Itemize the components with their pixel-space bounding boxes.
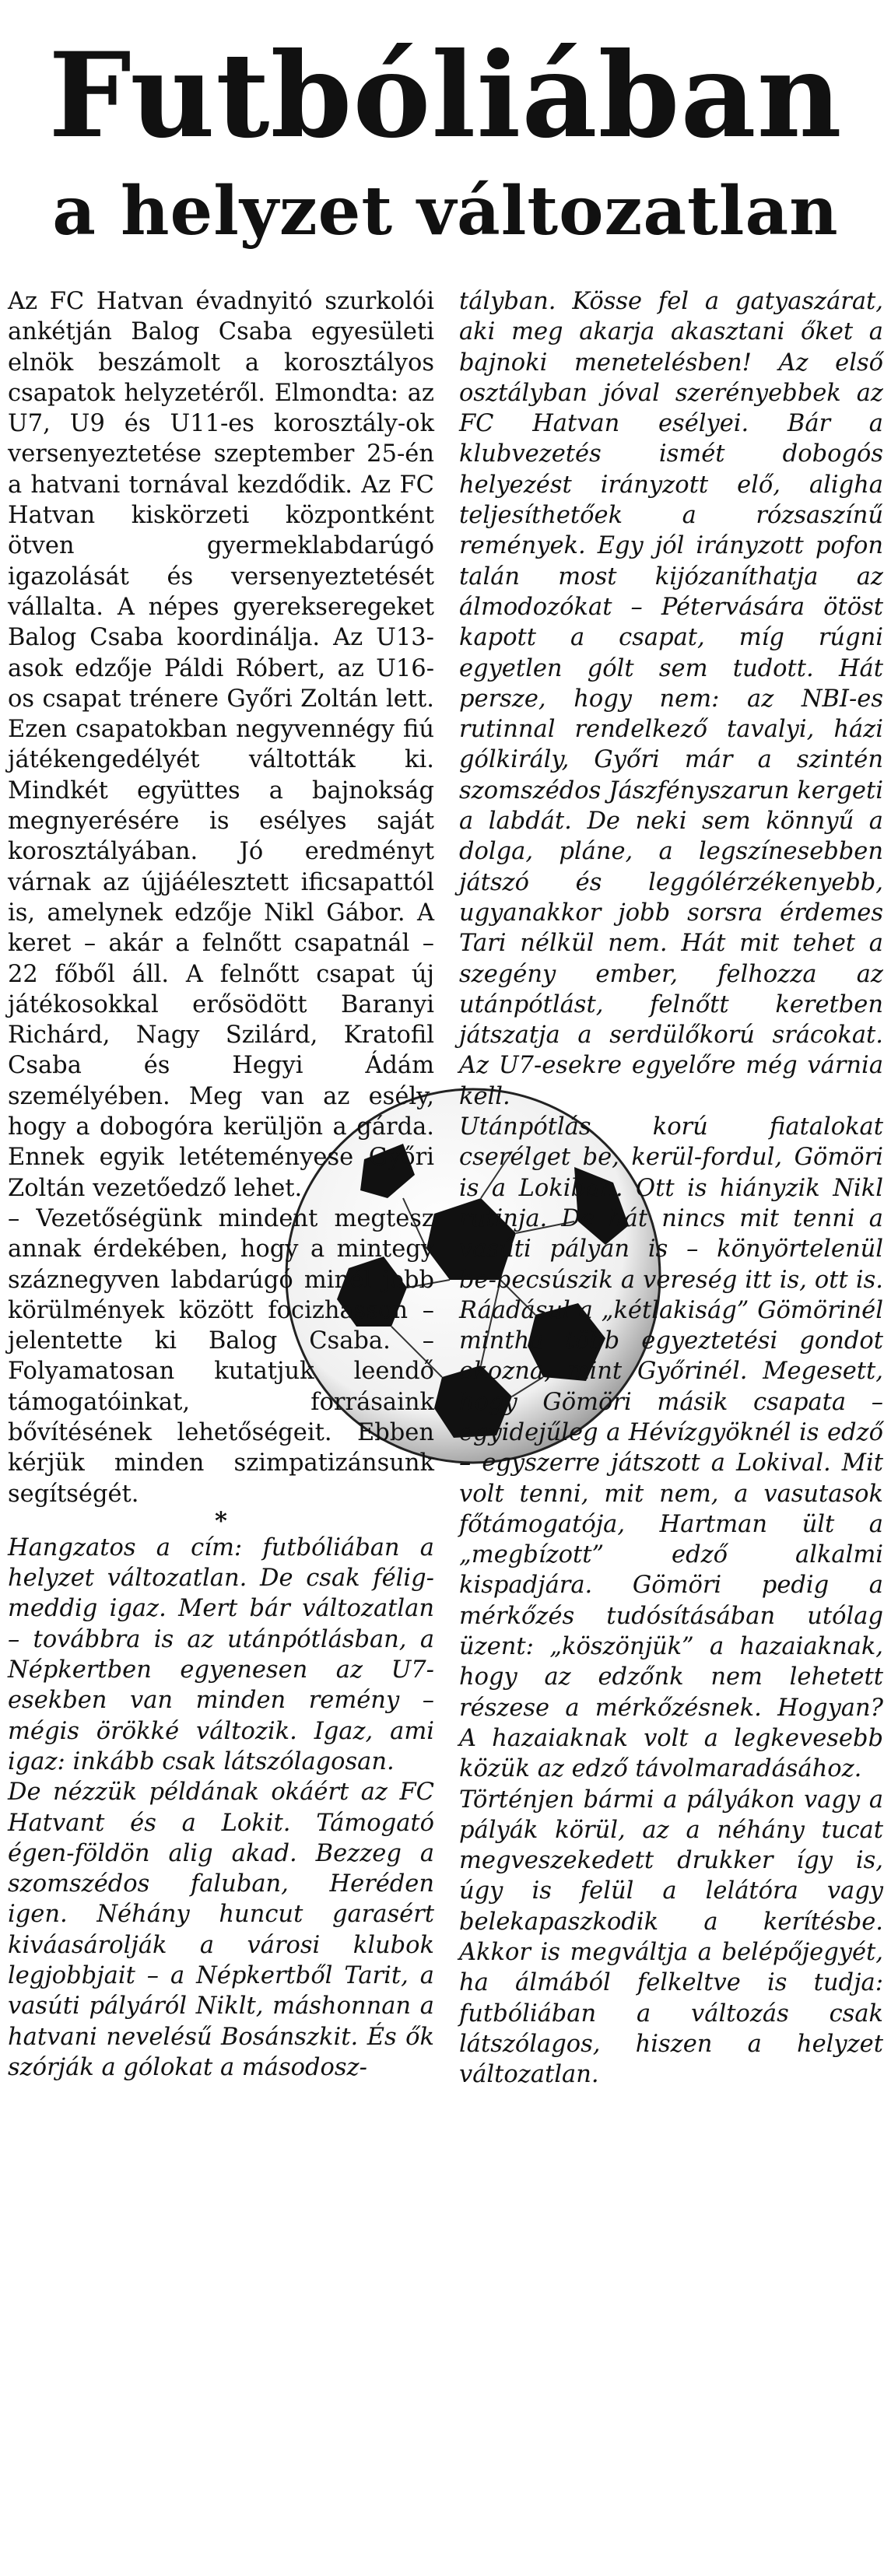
article-paragraph: tályban. Kösse fel a gatyaszárat, aki meg akarja akasztani őket a bajnoki menetelésben! Az első osztályban jóval szerényebbek az FC Hatvan esélyei. Bár a klubvezetés ismét dobogós helyezést irányzott elő, aligha teljesíthetőek a rózsaszínű remények. Egy jól irányzott pofon talán most kijózaníthatja az álmodozókat – Pétervására ötöst kapott a csapat, míg rúgni egyetlen gólt sem tudott. Hát persze, hogy nem: az NBI-es rutinnal rendelkező tavalyi, házi gólkirály, Győri már a szintén szomszédos Jászfényszarun kergeti a labdát. De neki sem könnyű a dolga, pláne, a legszínesebben játszó és leggólérzékenyebb, ugyanakkor jobb sorsra érdemes Tari nélkül nem. Hát mit tehet a szegény ember, felhozza az utánpótlást, felnőtt keretben játszatja a serdülőkorú srácokat. Az U7-esekre egyelőre még várnia kell. bbox=[459, 288, 883, 1110]
section-separator: * bbox=[215, 1506, 227, 1535]
headline-main: Futbóliában bbox=[48, 27, 843, 164]
right-column bbox=[459, 286, 883, 2091]
article-paragraph: Történjen bármi a pályákon vagy a pályák körül, az a néhány tucat megveszekedett drukker így is, úgy is felül a lelátóra vagy belekapaszkodik a kerítésbe. Akkor is megváltja a belépőjegyét, ha álmából felkeltve is tudja: futbóliában a változás csak látszólagos, hiszen a helyzet változatlan. bbox=[459, 1786, 883, 2089]
headline-sub: a helyzet változatlan bbox=[52, 172, 839, 251]
left-column bbox=[8, 286, 434, 2083]
article-paragraph: Az FC Hatvan évadnyitó szurkolói ankétján Balog Csaba egyesületi elnök beszámolt a korosztályos csapatok helyzetéről. Elmondta: az U7, U9 és U11-es korosztály-ok versenyeztetése szeptember 25-én a hatvani tornával kezdődik. Az FC Hatvan kiskörzeti központként ötven gyermeklabdarúgó igazolását és versenyeztetését vállalta. A népes gyerekseregeket Balog Csaba koordinálja. Az U13-asok edzője Páldi Róbert, az U16-os csapat trénere Győri Zoltán lett. Ezen csapatokban negyvennégy fiú játékengedélyét váltották ki. Mindkét együttes a bajnokság megnyerésére is esélyes saját korosztályában. Jó eredményt várnak az újjáélesztett ificsapattól is, amelynek edzője Nikl Gábor. A keret – akár a felnőtt csapatnál – 22 főből áll. A felnőtt csapat új játékosokkal erősödött Baranyi Richárd, Nagy Szilárd, Kratofil Csaba és Hegyi Ádám személyében. Meg van az esély, hogy a dobogóra kerüljön a gárda. Ennek egyik letéteményese Győri Zoltán vezetőedző lehet. bbox=[8, 288, 434, 1202]
article-paragraph: Utánpótlás korú fiatalokat cserélget be, kerül-fordul, Gömöri is a Lokiban. Ott is hiányzik Nikl rutinja. De hát nincs mit tenni a vasúti pályán is – könyörtelenül be-becsúszik a vereség itt is, ott is. Ráadásul a „kétlakiság” Gömörinél mintha több egyeztetési gondot okozna, mint Győrinél. Megesett, hogy Gömöri másik csapata – egyidejűleg a Hévízgyöknél is edző – egyszerre játszott a Lokival. Mit volt tenni, mit nem, a vasutasok főtámogatója, Hartman ült a „megbízott” edző alkalmi kispadjára. Gömöri pedig a mérkőzés tudósításában utólag üzent: „köszönjük” a hazaiaknak, hogy az edzőnk nem lehetett részese a mérkőzésnek. Hogyan? A hazaiaknak volt a legkevesebb közük az edző távolmaradásához. bbox=[459, 1113, 883, 1783]
article-paragraph: De nézzük példának okáért az FC Hatvant és a Lokit. Támogató égen-földön alig akad. Bezzeg a szomszédos faluban, Heréden igen. Néhány huncut garasért kiváasárolják a városi klubok legjobbjait – a Népkertből Tarit, a vasúti pályáról Niklt, máshonnan a hatvani nevelésű Bosánszkit. És ők szórják a gólokat a másodosz- bbox=[8, 1779, 434, 2081]
article-paragraph: – Vezetőségünk mindent megtesz annak érdekében, hogy a mintegy száznegyven labdarúgó minél jobb körülmények között focizhasson – jelentette ki Balog Csaba. – Folyamatosan kutatjuk leendő támogatóinkat, forrásaink bővítésének lehetőségeit. Ebben kérjük minden szimpatizánsunk segítségét. bbox=[8, 1204, 434, 1508]
article-paragraph: Hangzatos a cím: futbóliában a helyzet változatlan. De csak félig-meddig igaz. Mert bár változatlan – továbbra is az utánpótlásban, a Népkertben egyenesen az U7-esekben van minden remény – mégis örökké változik. Igaz, ami igaz: inkább csak látszólagosan. bbox=[8, 1533, 434, 1775]
